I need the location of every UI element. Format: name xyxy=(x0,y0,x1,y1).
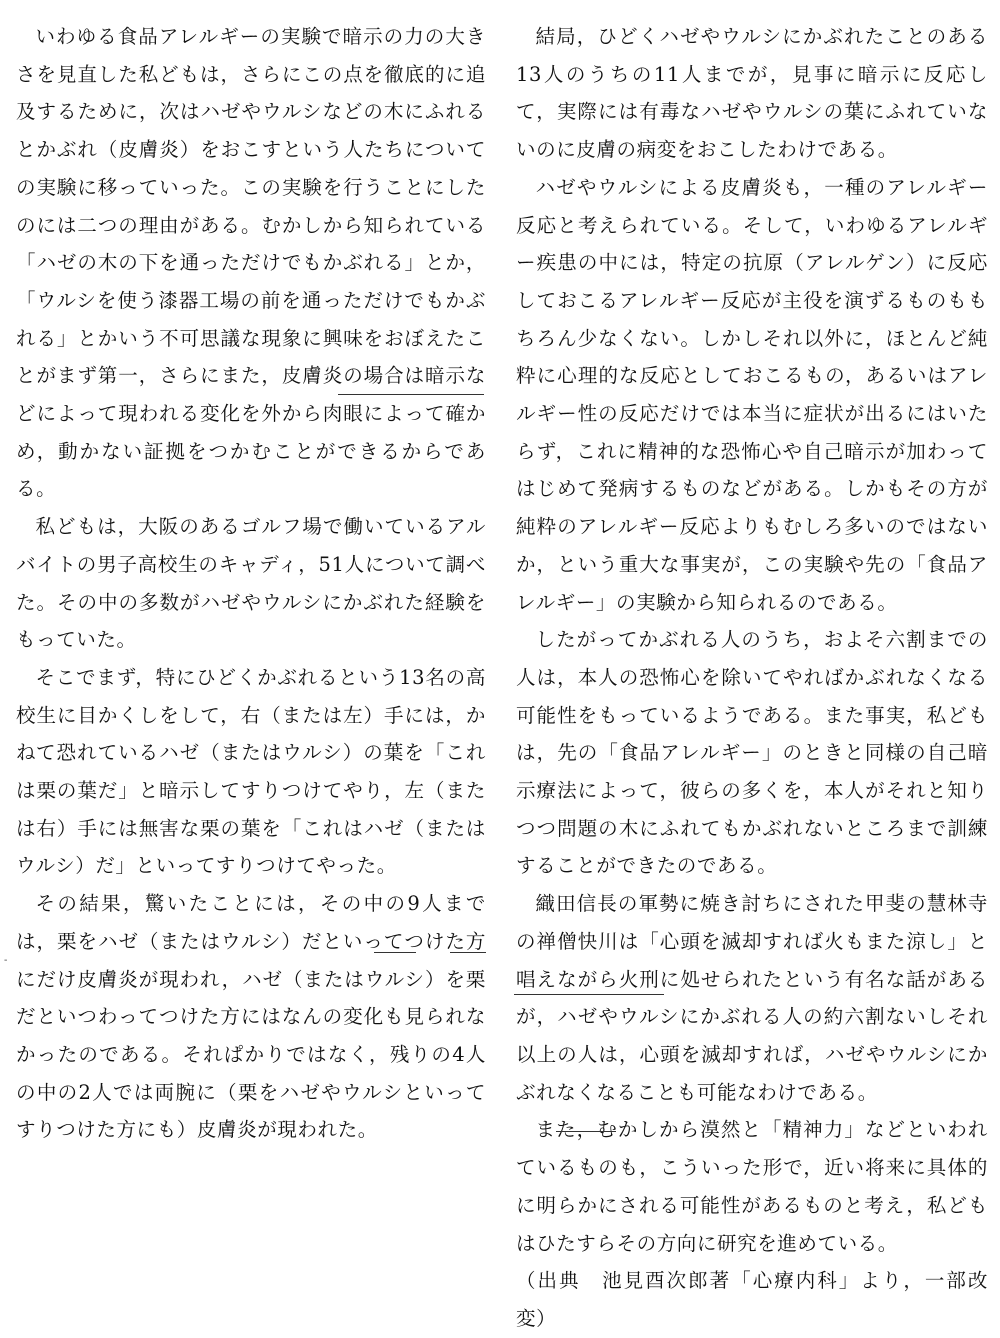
paragraph: したがってかぶれる人のうち，およそ六割までの人は，本人の恐怖心を除いてやればかぶれなくなる可能性をもっているようである。また事実，私どもは，先の「食品アレルギー」のときと同様の自己暗示療法によって，彼らの多くを，本人がそれと知りつつ問題の木にふれてもかぶれないところまで訓練することができたのである。 xyxy=(516,628,988,878)
scan-rule xyxy=(374,952,416,953)
right-text-column xyxy=(516,18,988,1338)
paragraph: 結局，ひどくハゼやウルシにかぶれたことのある13人のうちの11人までが，見事に暗示に反応して，実際には有毒なハゼやウルシの葉にふれていないのに皮膚の病変をおこしたわけである。 xyxy=(516,25,988,162)
paragraph: ハゼやウルシによる皮膚炎も，一種のアレルギー反応と考えられている。そして，いわゆるアレルギー疾患の中には，特定の抗原（アレルゲン）に反応しておこるアレルギー反応が主役を演ずるものももちろん少なくない。しかしそれ以外に，ほとんど純粋に心理的な反応としておこるもの，あるいはアレルギー性の反応だけでは本当に症状が出るにはいたらず，これに精神的な恐怖心や自己暗示が加わってはじめて発病するものなどがある。しかもその方が純粋のアレルギー反応よりもむしろ多いのではないか，という重大な事実が，この実験や先の「食品アレルギー」の実験から知られるのである。 xyxy=(516,175,988,614)
scan-rule xyxy=(450,952,486,953)
paragraph: そこでまず，特にひどくかぶれるという13名の高校生に目かくしをして，右（または左）手には，かねて恐れているハゼ（またはウルシ）の葉を「これは栗の葉だ」と暗示してすりつけてやり，左（または右）手には無害な栗の葉を「これはハゼ（またはウルシ）だ」といってすりつけてやった。 xyxy=(16,665,486,878)
scan-rule xyxy=(514,994,664,995)
source-citation: （出典 池見酉次郎著「心療内科」より，一部改変） xyxy=(516,1269,988,1330)
left-text-column xyxy=(16,18,486,1149)
paragraph: その結果，驚いたことには，その中の9人までは，栗をハゼ（またはウルシ）だといってつけた方にだけ皮膚炎が現われ，ハゼ（またはウルシ）を栗だといつわってつけた方にはなんの変化も見られなかったのである。それぱかりではなく，残りの4人の中の2人では両腕に（栗をハゼやウルシといってすりつけた方にも）皮膚炎が現われた。 xyxy=(16,892,486,1142)
paragraph: 私どもは，大阪のあるゴルフ場で働いているアルバイトの男子高校生のキャディ，51人について調べた。その中の多数がハゼやウルシにかぶれた経験をもっていた。 xyxy=(16,515,486,652)
scan-mark: - xyxy=(4,955,8,966)
scan-rule xyxy=(338,394,484,395)
paragraph: 織田信長の軍勢に焼き討ちにされた甲斐の慧林寺の禅僧快川は「心頭を滅却すれば火もまた涼し」と唱えながら火刑に処せられたという有名な話があるが，ハゼやウルシにかぶれる人の約六割ないしそれ以上の人は，心頭を滅却すれば，ハゼやウルシにかぶれなくなることも可能なわけである。 xyxy=(516,892,988,1104)
paragraph: いわゆる食品アレルギーの実験で暗示の力の大きさを見直した私どもは，さらにこの点を徹底的に追及するために，次はハゼやウルシなどの木にふれるとかぶれ（皮膚炎）をおこすという人たちについての実験に移っていった。この実験を行うことにしたのには二つの理由がある。むかしから知られている「ハゼの木の下を通っただけでもかぶれる」とか，「ウルシを使う漆器工場の前を通っただけでもかぶれる」とかいう不可思議な現象に興味をおぼえたことがまず第一，さらにまた，皮膚炎の場合は暗示などによって現われる変化を外から肉眼によって確かめ，動かない証拠をつかむことができるからである。 xyxy=(16,25,486,501)
scan-rule xyxy=(556,1131,616,1132)
paragraph: また，むかしから漠然と「精神力」などといわれているものも，こういった形で，近い将来に具体的に明らかにされる可能性があるものと考え，私どもはひたすらその方向に研究を進めている。 xyxy=(516,1118,988,1255)
